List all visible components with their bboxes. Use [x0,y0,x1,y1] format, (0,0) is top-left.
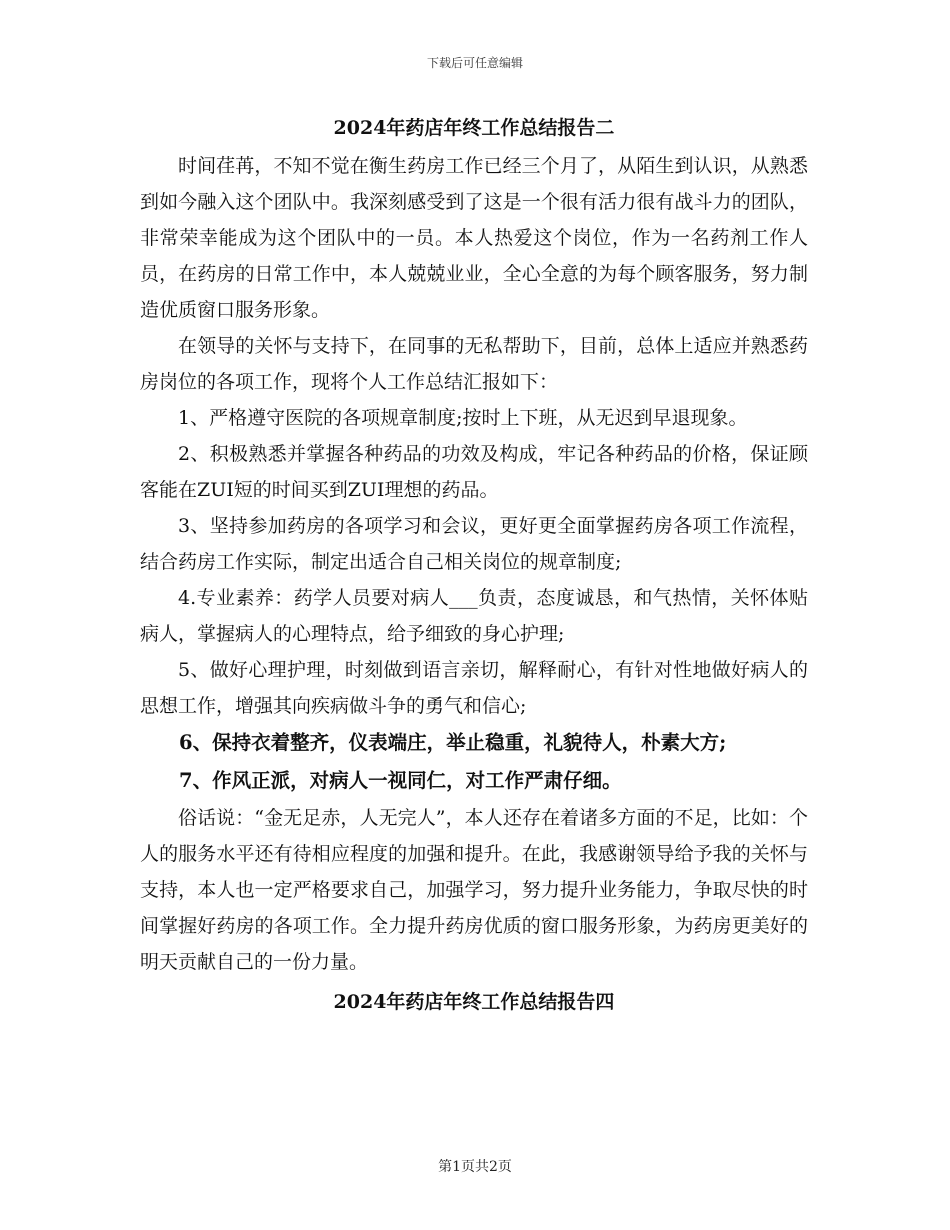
paragraph-summary-intro: 在领导的关怀与支持下，在同事的无私帮助下，目前，总体上适应并熟悉药房岗位的各项工作，现将个人工作总结汇报如下： [140,335,808,393]
list-item-7: 7、作风正派，对病人一视同仁，对工作严肃仔细。 [179,769,622,792]
paragraph-conclusion: 俗话说：“金无足赤，人无完人”，本人还存在着诸多方面的不足，比如：个人的服务水平还有待相应程度的加强和提升。在此，我感谢领导给予我的关怀与支持，本人也一定严格要求自己，加强学习，努力提升业务能力，争取尽快的时间掌握好药房的各项工作。全力提升药房优质的窗口服务形象，为药房更美好的明天贡献自己的一份力量。 [140,807,808,973]
page-footer: 第1页共2页 [438,1159,512,1175]
list-item-6: 6、保持衣着整齐，仪表端庄，举止稳重，礼貌待人，朴素大方; [179,731,727,754]
list-item-1: 1、严格遵守医院的各项规章制度;按时上下班，从无迟到早退现象。 [178,407,748,429]
list-item-5: 5、做好心理护理，时刻做到语言亲切，解释耐心，有针对性地做好病人的思想工作，增强其向疾病做斗争的勇气和信心; [140,659,808,717]
section-title-next: 2024年药店年终工作总结报告四 [333,991,615,1013]
paragraph-intro: 时间荏苒，不知不觉在衡生药房工作已经三个月了，从陌生到认识，从熟悉到如今融入这个团队中。我深刻感受到了这是一个很有活力很有战斗力的团队，非常荣幸能成为这个团队中的一员。本人热爱这个岗位，作为一名药剂工作人员，在药房的日常工作中，本人兢兢业业，全心全意的为每个顾客服务，努力制造优质窗口服务形象。 [140,155,808,321]
page-header: 下载后可任意编辑 [426,56,523,70]
list-item-4: 4.专业素养：药学人员要对病人___负责，态度诚恳，和气热情，关怀体贴病人，掌握病人的心理特点，给予细致的身心护理; [140,587,808,645]
list-item-3: 3、坚持参加药房的各项学习和会议，更好更全面掌握药房各项工作流程，结合药房工作实际，制定出适合自己相关岗位的规章制度; [140,515,808,573]
document-body [140,110,808,1022]
document-title: 2024年药店年终工作总结报告二 [333,117,615,139]
list-item-2: 2、积极熟悉并掌握各种药品的功效及构成，牢记各种药品的价格，保证顾客能在ZUI短的时间买到ZUI理想的药品。 [140,443,808,501]
